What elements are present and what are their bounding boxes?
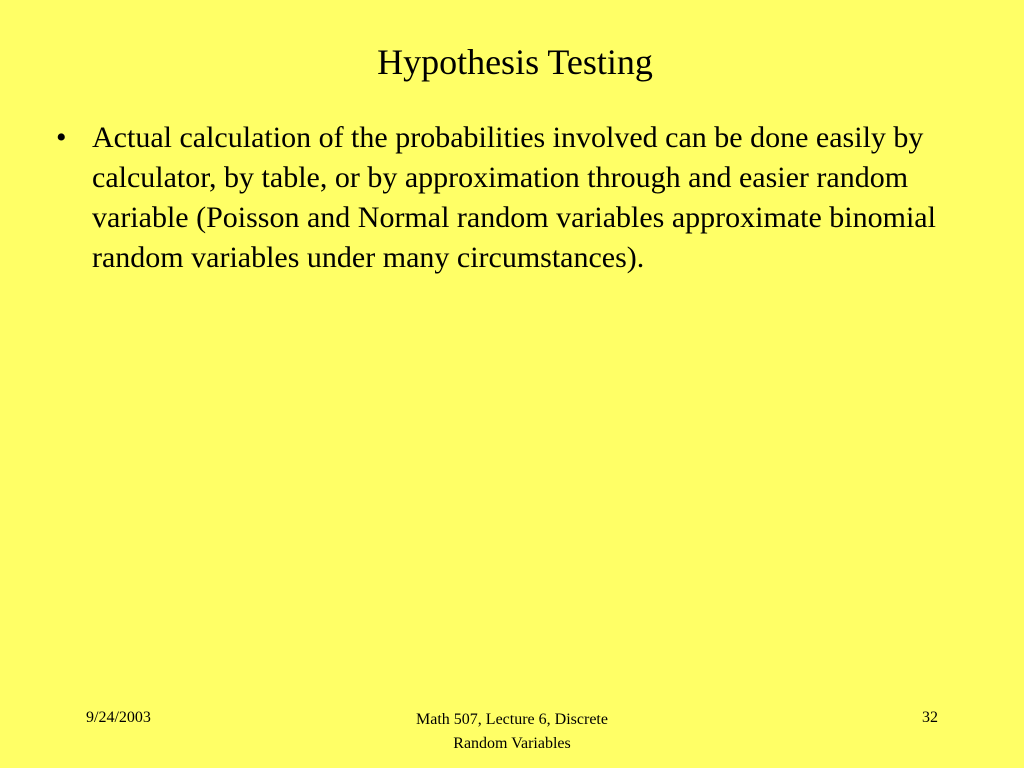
bullet-item [56,118,976,278]
slide-title: Hypothesis Testing [377,42,653,82]
footer-lecture-title [362,708,662,756]
footer-page-number: 32 [922,709,938,726]
footer-lecture-line-2: Random Variables [453,735,571,752]
bullet-text: Actual calculation of the probabilities involved can be done easily by calculator, by table, or by approximation through and easier random variable (Poisson and Normal random variables approximate binomial random variables under many circumstances). [92,121,936,274]
slide-body [56,118,976,278]
footer-lecture-line-1: Math 507, Lecture 6, Discrete [416,711,608,728]
footer-date: 9/24/2003 [86,709,151,726]
bullet-marker: • [56,121,67,154]
